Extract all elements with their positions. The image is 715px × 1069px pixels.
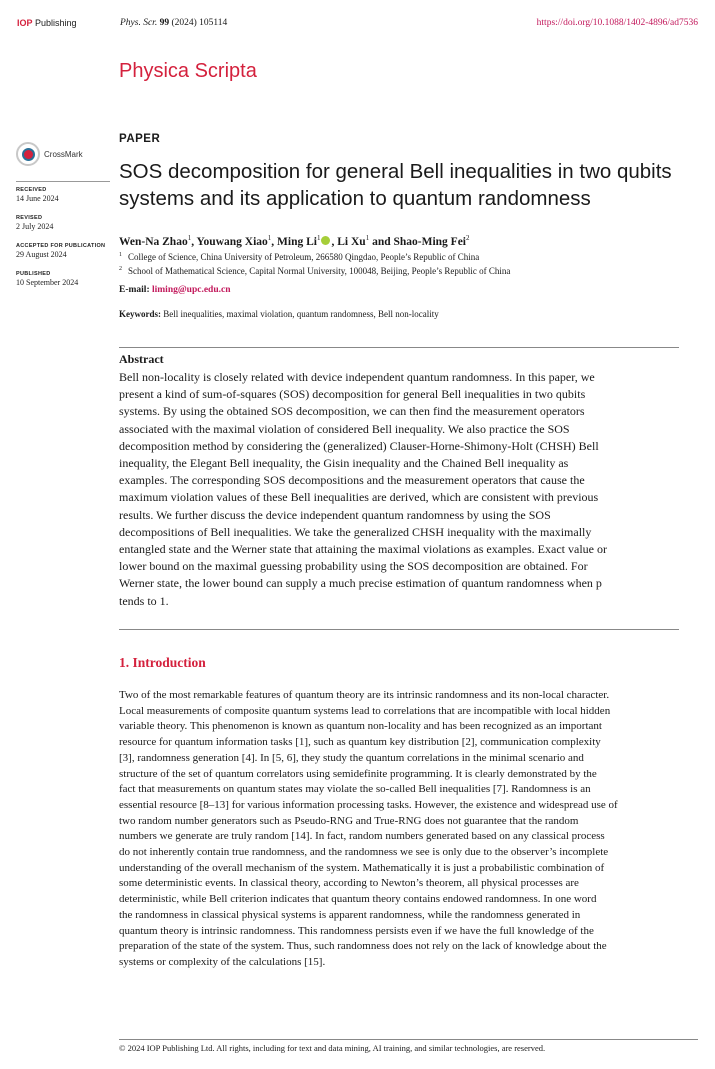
text-line: variable theory. This phenomenon is known as quantum non-locality and has been recognized as an important bbox=[119, 720, 602, 733]
crossmark-badge[interactable] bbox=[16, 141, 104, 167]
author[interactable]: Shao-Ming Fei bbox=[393, 235, 466, 248]
side-divider bbox=[16, 181, 110, 182]
affiliation: $^1$ College of Science, China University of Petroleum, 266580 Qingdao, People’s Republic of China bbox=[119, 252, 480, 262]
journal-volume: 99 bbox=[159, 18, 170, 28]
date-revised: REVISED 2 July 2024 bbox=[16, 215, 54, 231]
crossmark-icon bbox=[16, 142, 40, 166]
email-link[interactable]: liming@upc.edu.cn bbox=[151, 285, 231, 295]
article-type: PAPER bbox=[119, 133, 161, 145]
text-line: Werner state, the lower bound can supply a much precise estimation of quantum randomness when p bbox=[119, 576, 602, 591]
crossmark-label: CrossMark bbox=[44, 149, 83, 159]
text-line: decompositions of Bell inequalities. We take the generalized CHSH inequality with the maximally bbox=[119, 524, 592, 539]
introduction-text bbox=[119, 688, 691, 971]
journal-year-issue: (2024) 105114 bbox=[171, 18, 228, 28]
abstract-bottom-rule bbox=[119, 629, 679, 630]
author[interactable]: Youwang Xiao bbox=[196, 235, 268, 248]
text-line: inequality, the Elegant Bell inequality, the Gisin inequality and the Chained Bell inequality as bbox=[119, 456, 569, 471]
text-line: do not inherently contain true randomness, and the randomness we see is only due to the observer’s incomplete bbox=[119, 846, 609, 859]
publisher-logo bbox=[17, 18, 77, 28]
publisher-name: Publishing bbox=[35, 18, 77, 28]
text-line: decomposition method by considering the (generalized) Clauser-Horne-Shimony-Holt (CHSH) Bell bbox=[119, 438, 599, 453]
date-published: PUBLISHED 10 September 2024 bbox=[16, 271, 79, 287]
text-line: the randomness in classical physical systems is apparent randomness, while the randomness generated in bbox=[119, 908, 581, 921]
abstract-heading: Abstract bbox=[119, 352, 164, 366]
journal-abbrev: Phys. Scr. bbox=[120, 18, 158, 28]
text-line: Local measurements of composite quantum systems lead to correlations that are incompatible with local hidden bbox=[119, 704, 611, 717]
text-line: [3], randomness generation [4]. In [5, 6], they study the quantum correlations in the minimal scenario and bbox=[119, 751, 584, 764]
affiliation: $^2$ School of Mathematical Science, Capital Normal University, 100048, Beijing, People’s Republic of China bbox=[119, 266, 511, 276]
text-line: some deterministic events. In classical theory, according to Newton’s theorem, all physical processes are bbox=[119, 877, 579, 890]
section-heading: 1. Introduction bbox=[119, 655, 206, 670]
text-line: examples. The corresponding SOS decompositions and the measurement operators that cause the bbox=[119, 473, 585, 488]
text-line: entangled state and the Werner state that attaining the maximal violations as examples. Exact value or bbox=[119, 542, 607, 557]
orcid-icon[interactable] bbox=[321, 236, 330, 245]
publisher-mark: IOP bbox=[17, 18, 33, 28]
text-line: associated with the maximal violation of considered Bell inequality. We also practice the SOS bbox=[119, 421, 570, 436]
text-line: Bell non-locality is closely related with device independent quantum randomness. In this paper, we bbox=[119, 370, 595, 384]
text-line: fact that measurements on quantum states may violate the so-called Bell inequalities [7]. Randomness is an bbox=[119, 783, 591, 796]
journal-citation bbox=[120, 18, 227, 28]
keywords: Keywords: Bell inequalities, maximal violation, quantum randomness, Bell non-locality bbox=[119, 309, 439, 319]
journal-title[interactable]: Physica Scripta bbox=[119, 60, 257, 82]
text-line: two random number generators such as Pseudo-RNG and True-RNG does not guarantee that the random bbox=[119, 814, 579, 827]
date-accepted: ACCEPTED FOR PUBLICATION 29 August 2024 bbox=[16, 243, 106, 259]
abstract-top-rule bbox=[119, 347, 679, 348]
text-line: understanding of the overall mechanism of the system. Mathematically it is just a probabilistic combination of bbox=[119, 861, 605, 874]
doi-link[interactable]: https://doi.org/10.1088/1402-4896/ad7536 bbox=[536, 18, 698, 28]
footer-rule bbox=[119, 1039, 698, 1040]
copyright-footer: © 2024 IOP Publishing Ltd. All rights, including for text and data mining, AI training, and similar technologies, are reserved. bbox=[119, 1043, 546, 1053]
text-line: Two of the most remarkable features of quantum theory are its intrinsic randomness and its non-local character. bbox=[119, 689, 610, 701]
text-line: systems. By using the obtained SOS decomposition, we can then find the measurement operators bbox=[119, 404, 585, 419]
article-title: SOS decomposition for general Bell inequalities in two qubits systems and its application to quantum randomness bbox=[119, 160, 672, 210]
text-line: resource for quantum information tasks [1], such as quantum key distribution [2], communication complexity bbox=[119, 736, 601, 749]
author[interactable]: Li Xu bbox=[337, 235, 366, 248]
text-line: essential resource [8–13] for various information processing tasks. However, the existence and widespread use of bbox=[119, 798, 618, 811]
author-conjunction: and bbox=[372, 235, 391, 248]
text-line: present a kind of sum-of-squares (SOS) decomposition for general Bell inequalities in two qubits bbox=[119, 387, 586, 402]
author-list: Wen-Na Zhao$^1$, Youwang Xiao$^1$, Ming Li$^1$ , Li Xu$^1$ and Shao-Ming Fei$^2$ bbox=[119, 234, 470, 248]
corresponding-email: E-mail: liming@upc.edu.cn bbox=[119, 285, 231, 295]
abstract-text bbox=[119, 369, 681, 610]
text-line: tends to 1. bbox=[119, 593, 169, 608]
author[interactable]: Wen-Na Zhao bbox=[119, 235, 188, 248]
text-line: systems or complexity of the calculations [15]. bbox=[119, 955, 326, 968]
text-line: quantum theory is intrinsic randomness. This randomness persists even if we have the full knowledge of the bbox=[119, 924, 594, 937]
text-line: maximum violation values of these Bell inequalities are derived, which are consistent with previous bbox=[119, 490, 599, 505]
text-line: deterministic, while Bell criterion indicates that quantum theory contains endowed randomness. In one word bbox=[119, 893, 597, 906]
text-line: results. We further discuss the device independent quantum randomness by using the SOS bbox=[119, 507, 551, 522]
text-line: structure of the set of quantum correlators using semidefinite programming. It is clearly demonstrated by the bbox=[119, 767, 597, 780]
author[interactable]: Ming Li bbox=[277, 235, 317, 248]
text-line: preparation of the state of the system. Thus, such randomness does not rely on the lack of knowledge about the bbox=[119, 940, 607, 953]
text-line: numbers we generate are truly random [14]. In fact, random numbers generated based on any classical process bbox=[119, 830, 605, 843]
text-line: lower bound on the maximal guessing probability using the SOS decomposition are obtained. For bbox=[119, 559, 588, 574]
date-received: RECEIVED 14 June 2024 bbox=[16, 187, 59, 203]
